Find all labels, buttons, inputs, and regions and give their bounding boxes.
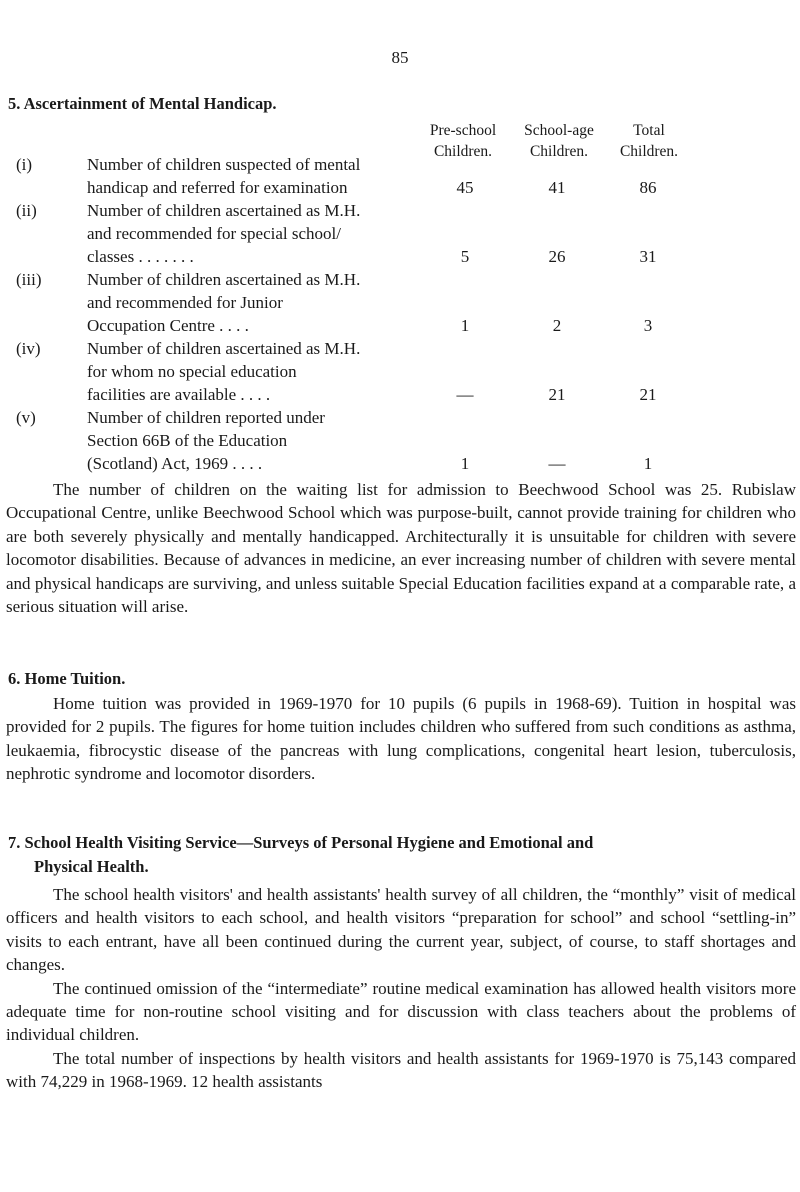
- row-label-line: classes . . . . . . .: [87, 247, 194, 266]
- row-number: (iv): [16, 339, 41, 358]
- column-header-total: [604, 120, 694, 162]
- cell-pre-school: 1: [460, 316, 470, 335]
- cell-total: 86: [639, 178, 657, 197]
- row-label-line: handicap and referred for examination: [87, 178, 348, 197]
- column-header-line1: Pre-school: [429, 122, 497, 139]
- row-number: (i): [16, 155, 33, 174]
- column-header-school-age: [514, 120, 604, 162]
- row-label-line: and recommended for Junior: [87, 293, 283, 312]
- cell-pre-school: 1: [460, 454, 470, 473]
- cell-total: 3: [643, 316, 653, 335]
- section-7-paragraphs: [6, 883, 796, 1094]
- column-header-line2: Children.: [433, 143, 493, 160]
- paragraph-text: Home tuition was provided in 1969-1970 for 10 pupils (6 pupils in 1968-69). Tuition in hospital was provided for 2 pupils. The figures for home tuition includes children who suffered from such conditions as asthma, leukaemia, fibrocystic disease of the pancreas with lung complications, congenital heart lesion, tuberculosis, nephrotic syndrome and locomotor disorders.: [6, 694, 796, 784]
- cell-school-age: 41: [548, 178, 566, 197]
- row-label-line: Number of children ascertained as M.H.: [87, 339, 361, 358]
- row-label-line: Number of children ascertained as M.H.: [87, 270, 361, 289]
- column-header-line2: Children.: [619, 143, 679, 160]
- row-label-line: Number of children ascertained as M.H.: [87, 201, 361, 220]
- row-label-line: facilities are available . . . .: [87, 385, 271, 404]
- cell-pre-school: 5: [460, 247, 470, 266]
- section-7-heading: [8, 833, 798, 877]
- paragraph-text: The total number of inspections by health visitors and health assistants for 1969-1970 is 75,143 compared with 74,229 in 1968-1969. 12 health assistants: [6, 1048, 796, 1092]
- row-label-line: (Scotland) Act, 1969 . . . .: [87, 454, 263, 473]
- row-number: (v): [16, 408, 36, 427]
- row-label-line: Occupation Centre . . . .: [87, 316, 249, 335]
- row-number: (iii): [16, 270, 42, 289]
- cell-pre-school: —: [456, 385, 474, 404]
- row-label-line: Section 66B of the Education: [87, 431, 288, 450]
- row-label-line: and recommended for special school/: [87, 224, 341, 243]
- row-number: (ii): [16, 201, 37, 220]
- section-6-heading: 6. Home Tuition.: [8, 669, 126, 688]
- row-label-line: for whom no special education: [87, 362, 297, 381]
- paragraph-text: The number of children on the waiting list for admission to Beechwood School was 25. Rubislaw Occupational Centre, unlike Beechwood School which was purpose-built, cannot provide training for children who are both severely physically and mentally handicapped. Architecturally it is unsuitable for children with severe locomotor disabilities. Because of advances in medicine, an ever increasing number of children with severe mental and physical handicaps are surviving, and unless suitable Special Education facilities expand at a comparable rate, a serious situation will arise.: [6, 480, 796, 617]
- paragraph-text: The school health visitors' and health assistants' health survey of all children, the “monthly” visit of medical officers and health visitors to each school, and health visitors “preparation for school” and school “settling-in” visits to each entrant, have all been continued during the current year, subject, of course, to staff shortages and changes.: [6, 885, 796, 975]
- cell-total: 1: [643, 454, 653, 473]
- cell-total: 21: [639, 385, 657, 404]
- column-header-line1: Total: [633, 122, 665, 139]
- row-label-line: Number of children suspected of mental: [87, 155, 361, 174]
- section-7-heading-line1: 7. School Health Visiting Service—Surveys of Personal Hygiene and Emotional and: [8, 833, 594, 852]
- section-5-heading: 5. Ascertainment of Mental Handicap.: [8, 94, 277, 113]
- section-5-paragraph: [6, 478, 796, 618]
- cell-school-age: 26: [548, 247, 566, 266]
- column-header-line1: School-age: [524, 122, 594, 139]
- row-label-line: Number of children reported under: [87, 408, 325, 427]
- column-header-pre-school: [418, 120, 508, 162]
- cell-total: 31: [639, 247, 657, 266]
- cell-school-age: 21: [548, 385, 566, 404]
- page-number: 85: [391, 48, 409, 67]
- paragraph-text: The continued omission of the “intermediate” routine medical examination has allowed health visitors more adequate time for non-routine school visiting and for discussion with class teachers about the problems of individual children.: [6, 978, 796, 1045]
- section-7-heading-line2: Physical Health.: [34, 857, 149, 876]
- column-header-line2: Children.: [529, 143, 589, 160]
- section-6-paragraph: [6, 692, 796, 786]
- cell-school-age: —: [548, 454, 566, 473]
- cell-school-age: 2: [552, 316, 562, 335]
- cell-pre-school: 45: [456, 178, 474, 197]
